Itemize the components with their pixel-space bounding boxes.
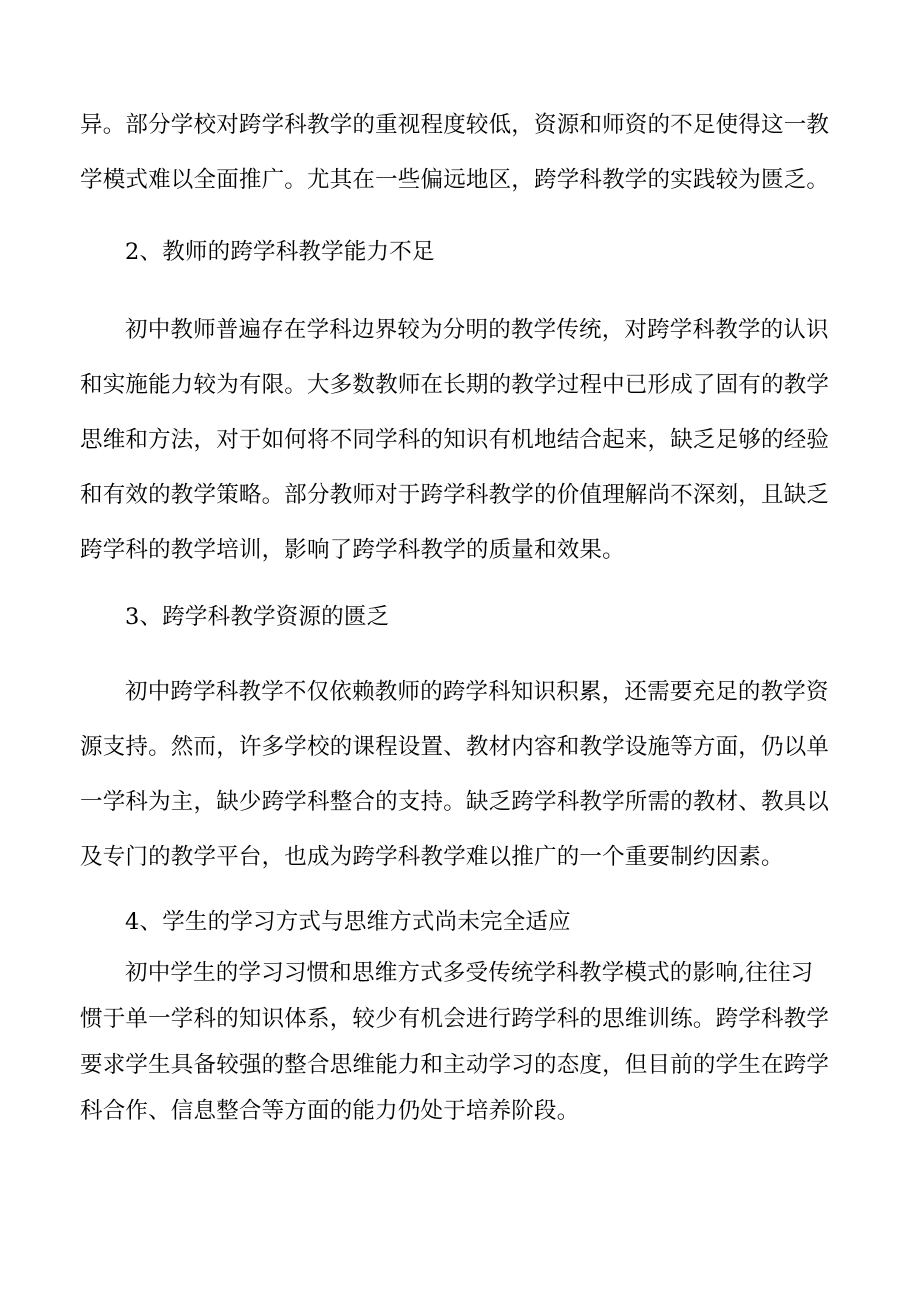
text-line: 惯于单一学科的知识体系，较少有机会进行跨学科的思维训练。跨学科教学 <box>80 1006 830 1032</box>
section-heading-2 <box>80 225 840 280</box>
text-line: 跨学科的教学培训，影响了跨学科教学的质量和效果。 <box>80 537 625 563</box>
text-line: 学模式难以全面推广。尤其在一些偏远地区，跨学科教学的实践较为匮乏。 <box>80 167 830 193</box>
text-line: 及专门的教学平台，也成为跨学科教学难以推广的一个重要制约因素。 <box>80 844 784 870</box>
text-line: 源支持。然而，许多学校的课程设置、教材内容和教学设施等方面，仍以单 <box>80 734 830 760</box>
heading-text: 4、学生的学习方式与思维方式尚未完全适应 <box>125 909 571 935</box>
text-line: 和实施能力较为有限。大多数教师在长期的教学过程中已形成了固有的教学 <box>80 372 830 398</box>
heading-text: 2、教师的跨学科教学能力不足 <box>125 239 435 265</box>
text-line: 要求学生具备较强的整合思维能力和主动学习的态度，但目前的学生在跨学 <box>80 1052 830 1078</box>
text-line: 异。部分学校对跨学科教学的重视程度较低，资源和师资的不足使得这一教 <box>80 112 830 138</box>
section-heading-4 <box>80 895 840 950</box>
text-line: 一学科为主，缺少跨学科整合的支持。缺乏跨学科教学所需的教材、教具以 <box>80 789 830 815</box>
text-line: 初中跨学科教学不仅依赖教师的跨学科知识积累，还需要充足的教学资 <box>125 679 829 705</box>
text-line: 初中教师普遍存在学科边界较为分明的教学传统，对跨学科教学的认识 <box>125 317 829 343</box>
paragraph-intro <box>80 98 840 208</box>
text-line: 科合作、信息整合等方面的能力仍处于培养阶段。 <box>80 1098 580 1124</box>
text-line: 和有效的教学策略。部分教师对于跨学科教学的价值理解尚不深刻，且缺乏 <box>80 482 830 508</box>
paragraph-2 <box>80 303 840 578</box>
heading-text: 3、跨学科教学资源的匮乏 <box>125 604 390 630</box>
paragraph-4 <box>80 950 840 1134</box>
text-line: 思维和方法，对于如何将不同学科的知识有机地结合起来，缺乏足够的经验 <box>80 427 830 453</box>
paragraph-3 <box>80 665 840 885</box>
section-heading-3 <box>80 590 840 645</box>
text-line: 初中学生的学习习惯和思维方式多受传统学科教学模式的影响,往往习 <box>125 960 814 986</box>
